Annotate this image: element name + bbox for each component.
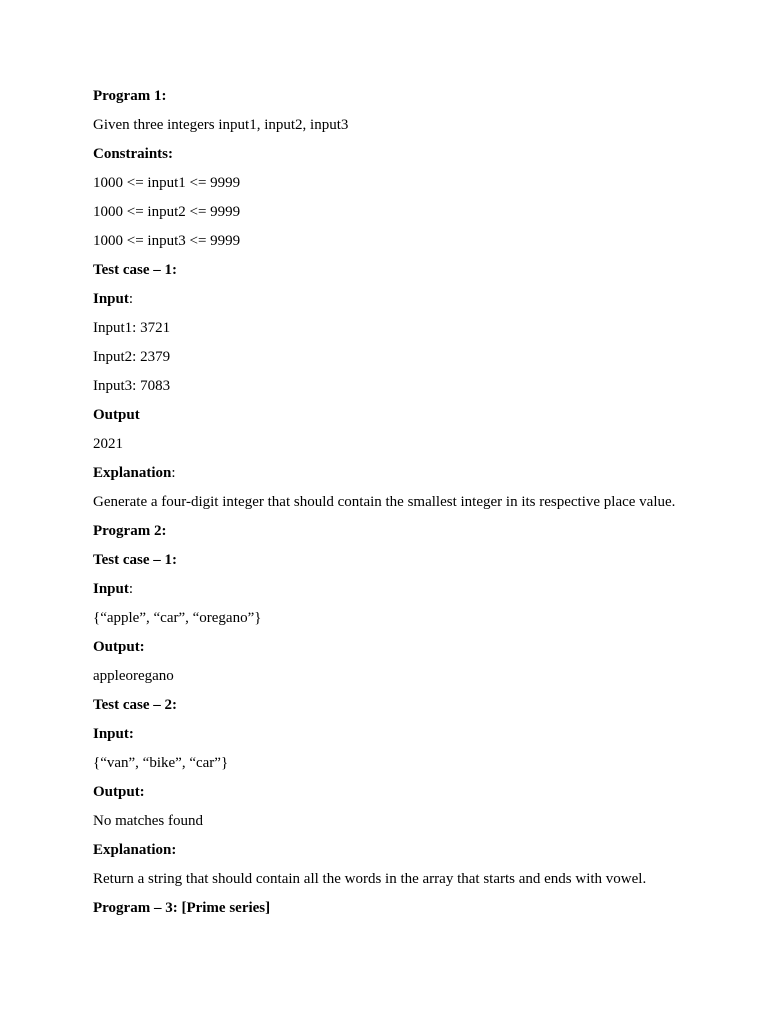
input-label: Input [93,581,129,597]
program1-output-heading: Output [93,407,140,423]
input-label: Input [93,291,129,307]
program2-tc1-input-value: {“apple”, “car”, “oregano”} [93,610,262,626]
program1-intro: Given three integers input1, input2, input3 [93,117,349,133]
program2-tc2-output-value: No matches found [93,813,203,829]
program2-tc2-input-value: {“van”, “bike”, “car”} [93,755,229,771]
program1-input-heading [93,289,683,309]
program2-explanation-text: Return a string that should contain all the words in the array that starts and ends with vowel. [93,871,647,887]
explanation-colon: : [171,465,176,481]
program2-explanation-heading: Explanation: [93,842,177,858]
document-page [93,86,683,927]
input-colon: : [128,291,134,307]
program1-explanation-heading [93,463,683,483]
program1-heading: Program 1: [93,88,167,104]
program2-heading: Program 2: [93,523,167,539]
program2-tc1-input-heading [93,579,683,599]
input-line: Input2: 2379 [93,349,171,365]
constraint-line: 1000 <= input3 <= 9999 [93,233,241,249]
program1-explanation-text: Generate a four-digit integer that should contain the smallest integer in its respective place value. [93,494,676,510]
explanation-label: Explanation [93,465,172,481]
input-line: Input1: 3721 [93,320,171,336]
program2-tc2-output-heading: Output: [93,784,145,800]
program3-heading: Program – 3: [Prime series] [93,900,271,916]
program2-tc1-output-value: appleoregano [93,668,174,684]
program2-tc1-output-heading: Output: [93,639,145,655]
program2-test-case-2-heading: Test case – 2: [93,697,178,713]
input-line: Input3: 7083 [93,378,171,394]
constraint-line: 1000 <= input2 <= 9999 [93,204,241,220]
program1-output-value: 2021 [93,436,123,452]
program2-tc2-input-heading: Input: [93,726,134,742]
program2-test-case-1-heading: Test case – 1: [93,552,178,568]
input-colon: : [128,581,134,597]
constraints-heading: Constraints: [93,146,174,162]
constraint-line: 1000 <= input1 <= 9999 [93,175,241,191]
program1-test-case-heading: Test case – 1: [93,262,178,278]
